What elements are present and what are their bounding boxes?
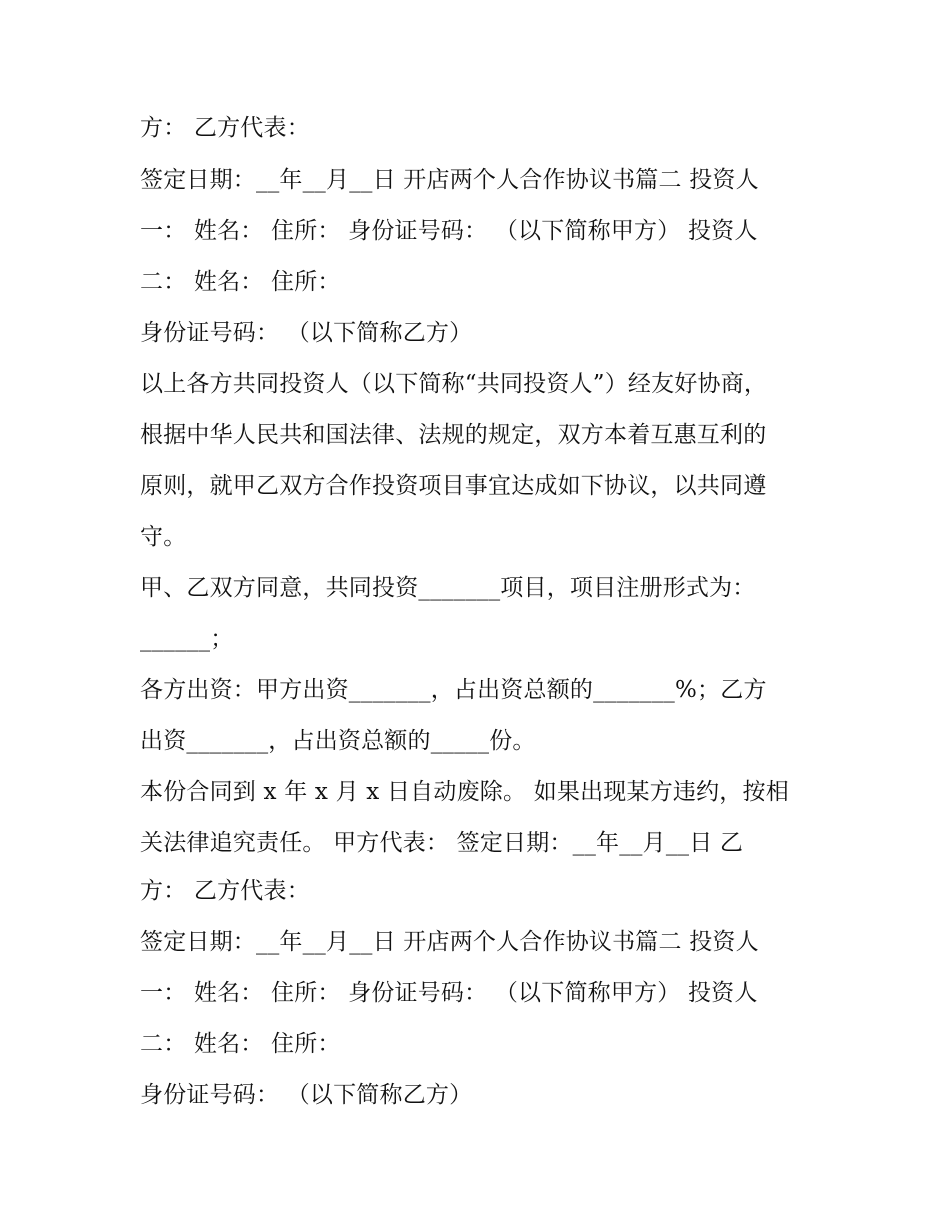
text-line: 签定日期：__年__月__日 开店两个人合作协议书篇二 投资人 (140, 929, 759, 955)
text-line: 各方出资：甲方出资_______，占出资总额的_______%；乙方 (140, 677, 767, 703)
text-line: 原则，就甲乙双方合作投资项目事宜达成如下协议，以共同遵 (140, 473, 767, 499)
text-line: 甲、乙双方同意，共同投资_______项目，项目注册形式为： (140, 575, 756, 601)
text-line: 以上各方共同投资人（以下简称“共同投资人”）经友好协商， (140, 371, 768, 397)
text-line: 一： 姓名： 住所： 身份证号码： （以下简称甲方） 投资人 (140, 218, 758, 244)
text-line: 身份证号码： （以下简称乙方） (140, 1082, 473, 1108)
text-line: 签定日期：__年__月__日 开店两个人合作协议书篇二 投资人 (140, 167, 759, 193)
text-line: 方： 乙方代表： (140, 115, 310, 141)
text-line: 一： 姓名： 住所： 身份证号码： （以下简称甲方） 投资人 (140, 980, 758, 1006)
text-line: 身份证号码： （以下简称乙方） (140, 320, 473, 346)
text-line: 二： 姓名： 住所： (140, 269, 341, 295)
text-line: 二： 姓名： 住所： (140, 1031, 341, 1057)
text-line: 守。 (140, 524, 187, 550)
text-line: 出资_______，占出资总额的_____份。 (140, 728, 536, 754)
text-line: 本份合同到 x 年 x 月 x 日自动废除。 如果出现某方违约，按相 (140, 779, 789, 805)
text-line: 根据中华人民共和国法律、法规的规定，双方本着互惠互利的 (140, 422, 767, 448)
text-line: 方： 乙方代表： (140, 878, 310, 904)
text-line: ______； (140, 626, 234, 652)
text-line: 关法律追究责任。 甲方代表： 签定日期：__年__月__日 乙 (140, 830, 744, 856)
